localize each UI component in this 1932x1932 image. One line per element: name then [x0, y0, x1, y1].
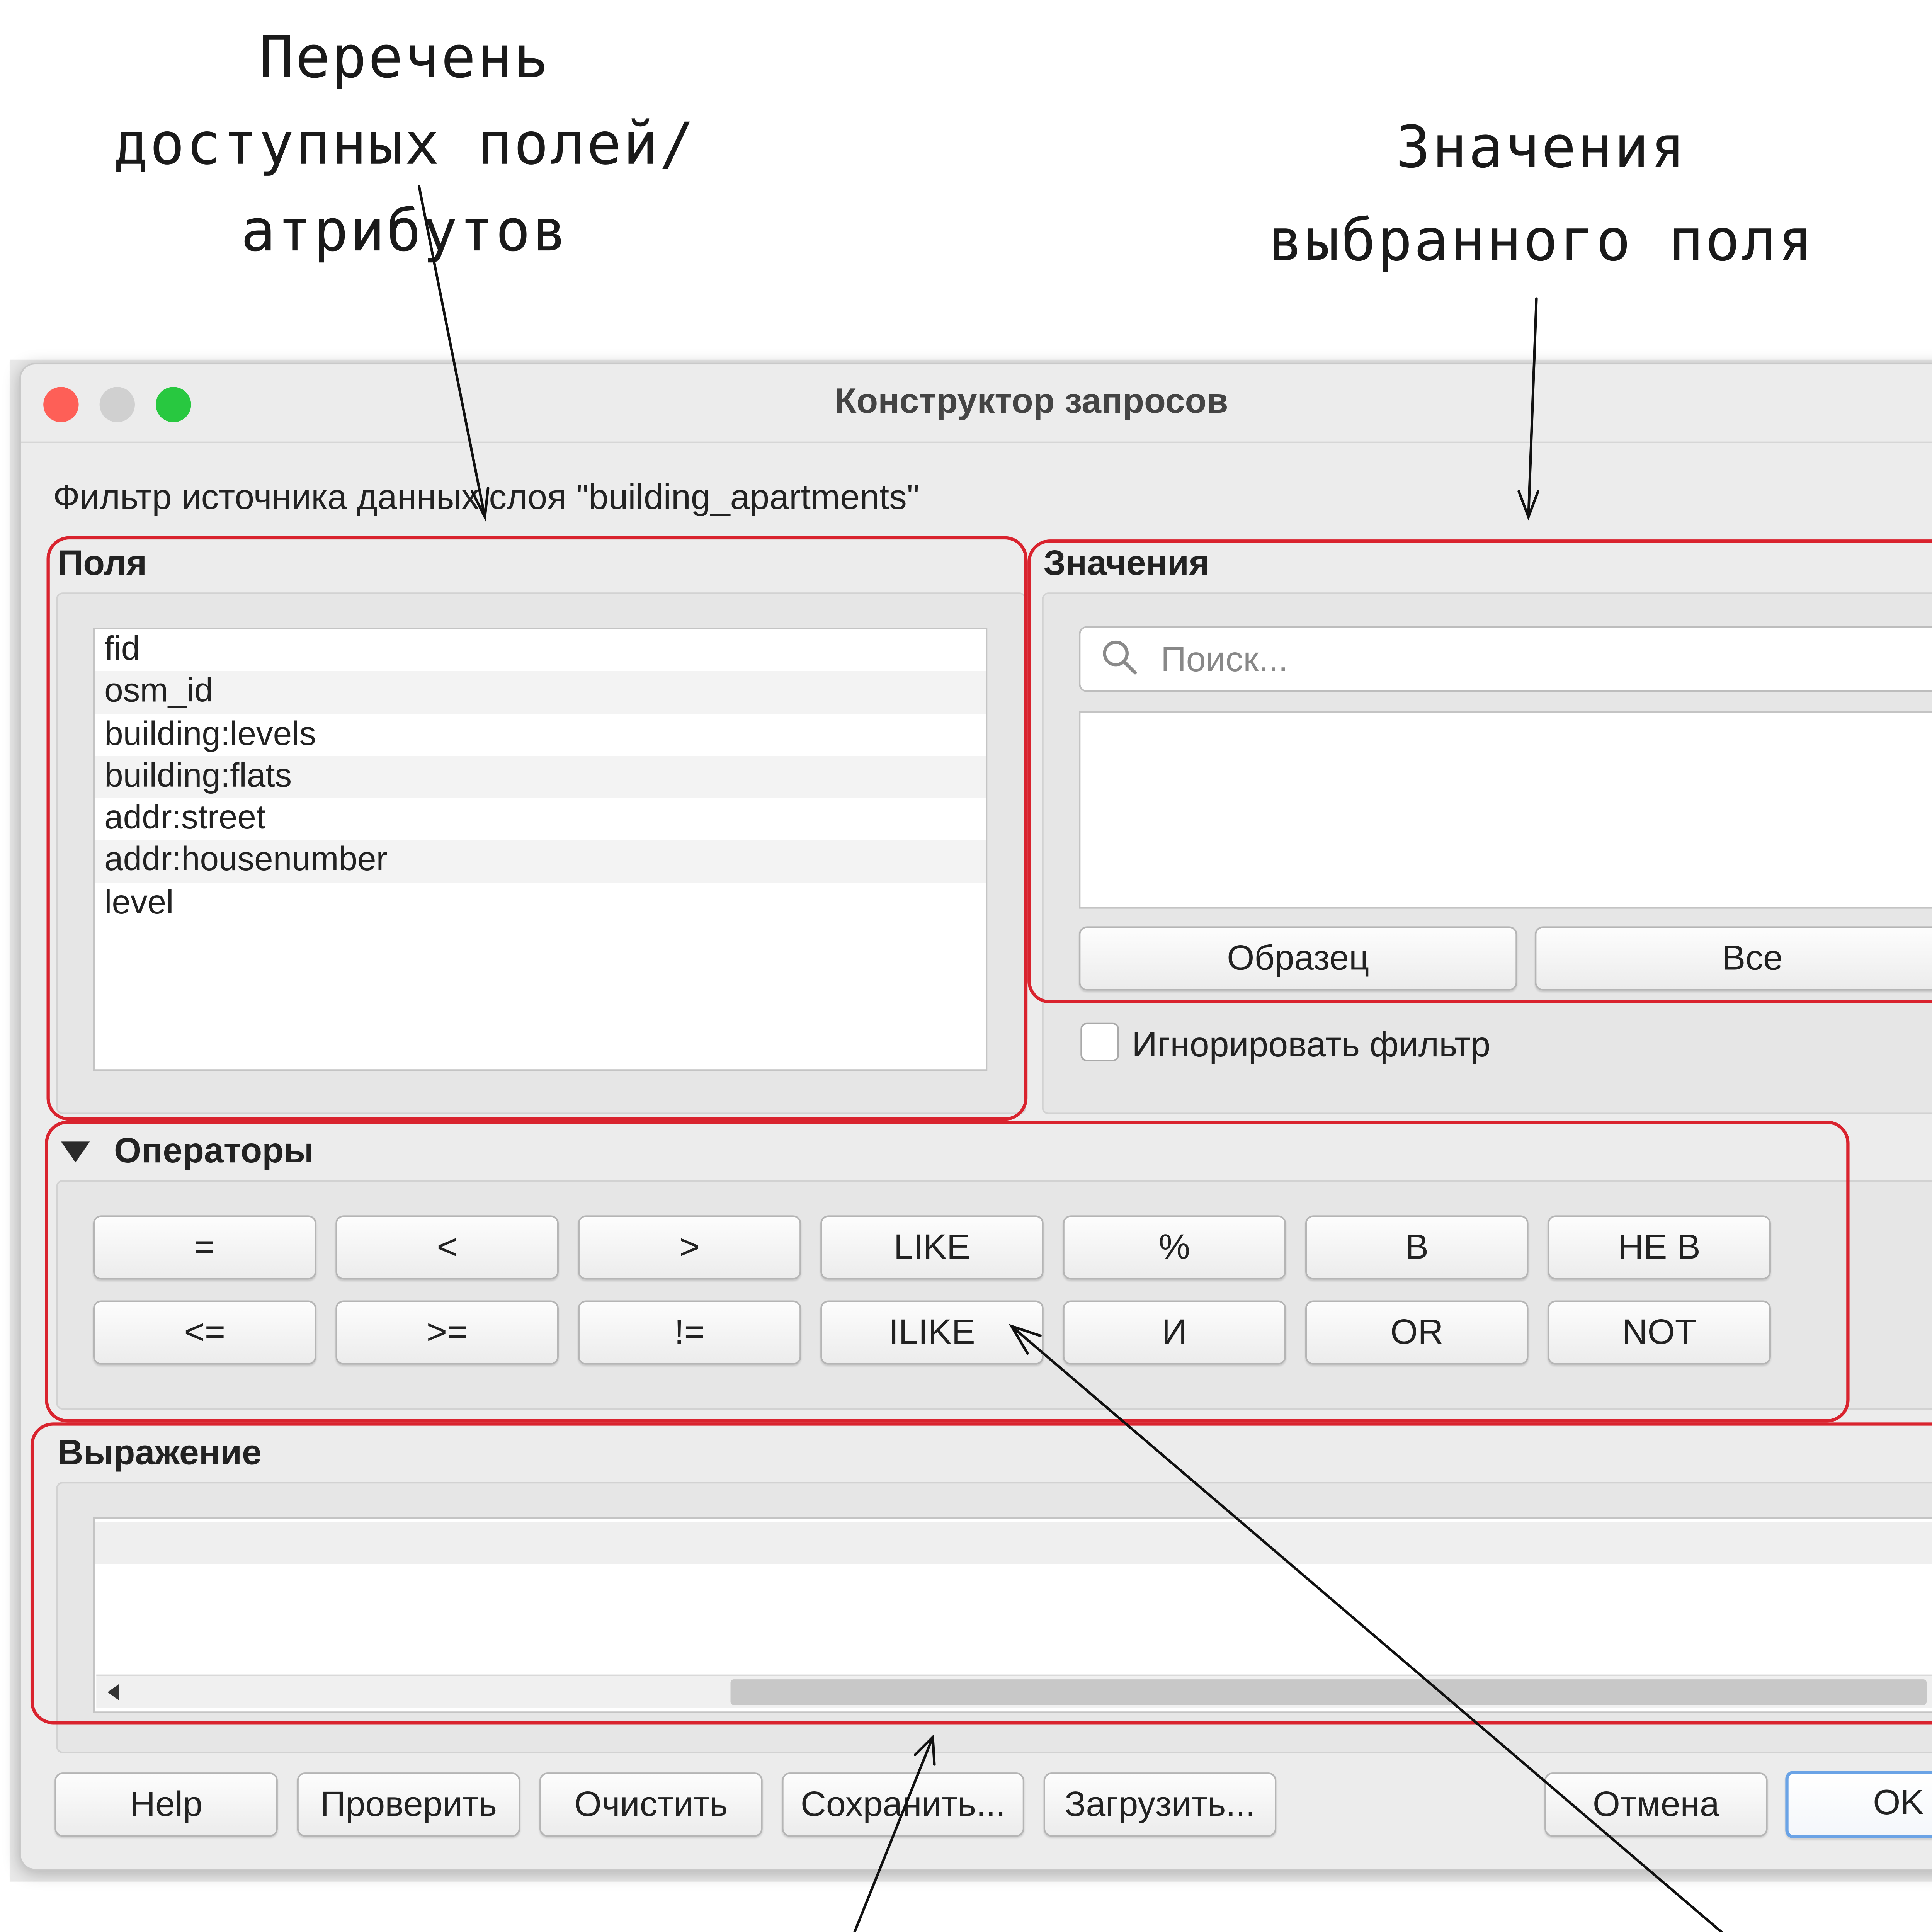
- window-title: Конструктор запросов: [835, 380, 1228, 421]
- ok-button[interactable]: OK: [1785, 1771, 1932, 1838]
- operator-in-button[interactable]: В: [1305, 1215, 1529, 1279]
- field-item[interactable]: fid: [104, 631, 140, 668]
- operator-not-equal-button[interactable]: !=: [578, 1301, 801, 1365]
- operator-like-button[interactable]: LIKE: [820, 1215, 1044, 1279]
- operators-group-title[interactable]: Операторы: [114, 1130, 314, 1170]
- operator-or-button[interactable]: OR: [1305, 1301, 1529, 1365]
- all-values-button[interactable]: Все: [1535, 926, 1932, 990]
- arrow-to-values: [1529, 299, 1537, 517]
- field-item[interactable]: addr:housenumber: [95, 840, 986, 883]
- clear-button[interactable]: Очистить: [539, 1772, 763, 1837]
- help-button[interactable]: Help: [54, 1772, 278, 1837]
- operator-equal-button[interactable]: =: [93, 1215, 316, 1279]
- annotation-fields-list: Перечень доступных полей/атрибутов: [113, 26, 696, 265]
- field-item[interactable]: osm_id: [95, 672, 986, 714]
- search-placeholder: Поиск...: [1161, 639, 1288, 679]
- operator-ilike-button[interactable]: ILIKE: [820, 1301, 1044, 1365]
- field-item[interactable]: building:levels: [104, 715, 316, 753]
- operator-less-equal-button[interactable]: <=: [93, 1301, 316, 1365]
- ignore-filter-label: Игнорировать фильтр: [1132, 1024, 1491, 1065]
- field-item[interactable]: level: [104, 884, 174, 922]
- arrow-to-operators: [1012, 1326, 1843, 1932]
- operator-and-button[interactable]: И: [1063, 1301, 1286, 1365]
- operator-less-button[interactable]: <: [335, 1215, 559, 1279]
- load-button[interactable]: Загрузить...: [1044, 1772, 1276, 1837]
- layer-filter-subtitle: Фильтр источника данных слоя "building_apartments": [53, 477, 920, 517]
- annotation-field-values: Значения выбранного поля: [1268, 116, 1815, 275]
- operator-greater-equal-button[interactable]: >=: [335, 1301, 559, 1365]
- arrow-to-fields: [419, 186, 485, 517]
- fields-group-title: Поля: [58, 543, 147, 583]
- arrow-to-expression: [835, 1737, 933, 1932]
- cancel-button[interactable]: Отмена: [1544, 1772, 1768, 1837]
- field-item[interactable]: addr:street: [104, 799, 266, 837]
- operator-greater-button[interactable]: >: [578, 1215, 801, 1279]
- operator-not-in-button[interactable]: НЕ В: [1548, 1215, 1771, 1279]
- sample-button[interactable]: Образец: [1079, 926, 1517, 990]
- expression-group-title: Выражение: [58, 1432, 262, 1473]
- save-button[interactable]: Сохранить...: [782, 1772, 1024, 1837]
- field-item[interactable]: building:flats: [95, 756, 986, 798]
- test-button[interactable]: Проверить: [297, 1772, 520, 1837]
- values-group-title: Значения: [1043, 543, 1210, 583]
- operator-percent-button[interactable]: %: [1063, 1215, 1286, 1279]
- operator-not-button[interactable]: NOT: [1548, 1301, 1771, 1365]
